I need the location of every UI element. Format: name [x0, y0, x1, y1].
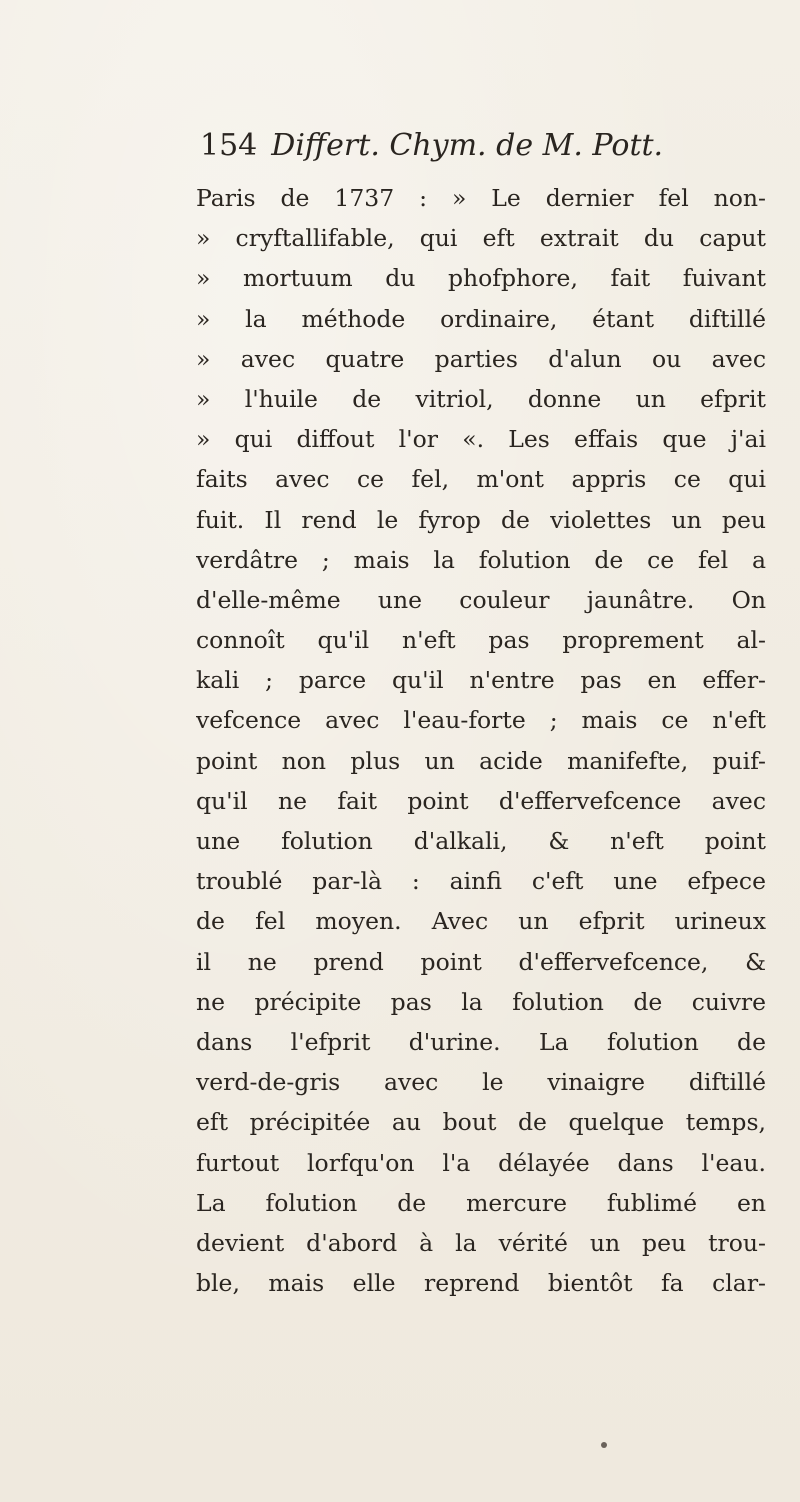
text-line: kali ; parce qu'il n'entre pas en effer- — [196, 666, 766, 695]
body-text — [196, 178, 766, 1303]
text-line: de fel moyen. Avec un efprit urineux — [196, 907, 766, 936]
text-line: ne précipite pas la folution de cuivre — [196, 987, 766, 1016]
text-line: vefcence avec l'eau-forte ; mais ce n'eft — [196, 706, 766, 735]
text-line: ble, mais elle reprend bientôt fa clar- — [196, 1269, 766, 1298]
text-line: point non plus un acide manifefte, puif- — [196, 746, 766, 775]
text-line: » l'huile de vitriol, donne un efprit — [196, 384, 766, 413]
text-line: connoît qu'il n'eft pas proprement al- — [196, 626, 766, 655]
ink-dot — [601, 1442, 607, 1448]
text-line: dans l'efprit d'urine. La folution de — [196, 1027, 766, 1056]
text-line: » mortuum du phofphore, fait fuivant — [196, 264, 766, 293]
text-line: faits avec ce fel, m'ont appris ce qui — [196, 465, 766, 494]
text-line: » cryftallifable, qui eft extrait du caput — [196, 224, 766, 253]
text-line: devient d'abord à la vérité un peu trou- — [196, 1228, 766, 1257]
text-line: il ne prend point d'effervefcence, & — [196, 947, 766, 976]
text-line: eft précipitée au bout de quelque temps, — [196, 1108, 766, 1137]
running-title: Differt. Chym. de M. Pott. — [271, 128, 664, 163]
text-line: » avec quatre parties d'alun ou avec — [196, 344, 766, 373]
text-line: qu'il ne fait point d'effervefcence avec — [196, 786, 766, 815]
text-line: verdâtre ; mais la folution de ce fel a — [196, 545, 766, 574]
text-line: Paris de 1737 : » Le dernier fel non- — [196, 184, 766, 212]
text-line: » la méthode ordinaire, étant diftillé — [196, 304, 766, 333]
page-number: 154 — [200, 128, 258, 163]
text-line: La folution de mercure fublimé en — [196, 1188, 766, 1217]
text-line: une folution d'alkali, & n'eft point — [196, 827, 766, 855]
text-line: verd-de-gris avec le vinaigre diftillé — [196, 1068, 766, 1097]
text-line: d'elle-même une couleur jaunâtre. On — [196, 585, 766, 614]
text-line: » qui diffout l'or «. Les effais que j'ai — [196, 425, 766, 454]
text-line: furtout lorfqu'on l'a délayée dans l'eau. — [196, 1148, 766, 1177]
running-head — [200, 128, 760, 172]
text-line: troublé par-là : ainfi c'eft une efpece — [196, 867, 766, 896]
text-line: fuit. Il rend le fyrop de violettes un peu — [196, 505, 766, 534]
